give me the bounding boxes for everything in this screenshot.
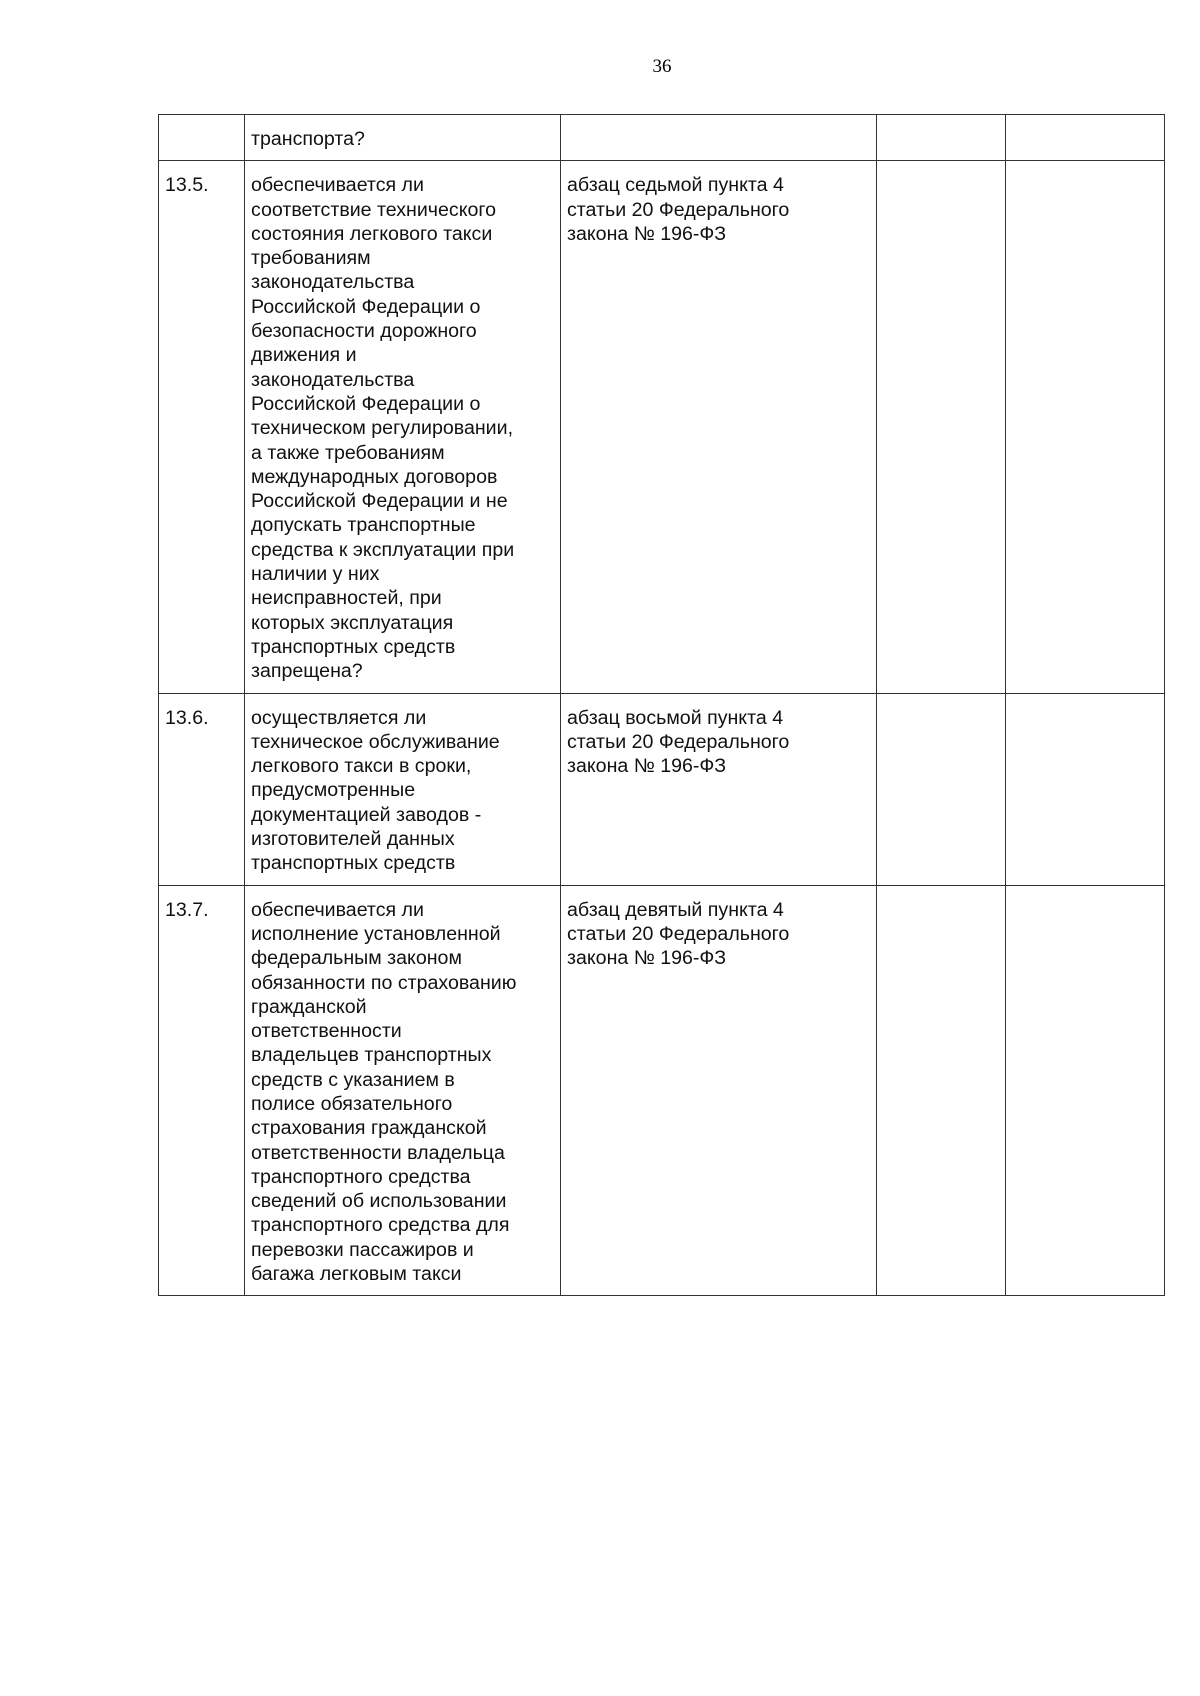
- table-row: [159, 885, 1165, 1296]
- answer-cell: [877, 161, 1006, 693]
- table-row: [159, 115, 1165, 161]
- answer-cell: [877, 115, 1006, 161]
- legal-reference-cell: [561, 115, 877, 161]
- table-row: [159, 161, 1165, 693]
- item-number-cell: 13.7.: [159, 885, 245, 1296]
- answer-cell: [877, 693, 1006, 885]
- question-cell: обеспечивается ли соответствие технического состояния легкового такси требованиям законодательства Российской Федерации о безопасности дорожного движения и законодательства Российской Федерации о техническом регулировании, а также требованиям международных договоров Российской Федерации и не допускать транспортные средства к эксплуатации при наличии у них неисправностей, при которых эксплуатация транспортных средств запрещена?: [245, 161, 561, 693]
- item-number-cell: 13.5.: [159, 161, 245, 693]
- item-number-cell: [159, 115, 245, 161]
- checklist-table: [158, 114, 1165, 1296]
- note-cell: [1006, 693, 1165, 885]
- legal-reference-cell: абзац восьмой пункта 4 статьи 20 Федерального закона № 196-ФЗ: [561, 693, 877, 885]
- question-cell: осуществляется ли техническое обслуживание легкового такси в сроки, предусмотренные документацией заводов - изготовителей данных транспортных средств: [245, 693, 561, 885]
- note-cell: [1006, 115, 1165, 161]
- table-row: [159, 693, 1165, 885]
- item-number-cell: 13.6.: [159, 693, 245, 885]
- question-cell: обеспечивается ли исполнение установленной федеральным законом обязанности по страхованию гражданской ответственности владельцев транспортных средств с указанием в полисе обязательного страхования гражданской ответственности владельца транспортного средства сведений об использовании транспортного средства для перевозки пассажиров и багажа легковым такси: [245, 885, 561, 1296]
- question-cell: транспорта?: [245, 115, 561, 161]
- legal-reference-cell: абзац седьмой пункта 4 статьи 20 Федерального закона № 196-ФЗ: [561, 161, 877, 693]
- answer-cell: [877, 885, 1006, 1296]
- page-number: 36: [652, 56, 672, 77]
- note-cell: [1006, 885, 1165, 1296]
- legal-reference-cell: абзац девятый пункта 4 статьи 20 Федерального закона № 196-ФЗ: [561, 885, 877, 1296]
- note-cell: [1006, 161, 1165, 693]
